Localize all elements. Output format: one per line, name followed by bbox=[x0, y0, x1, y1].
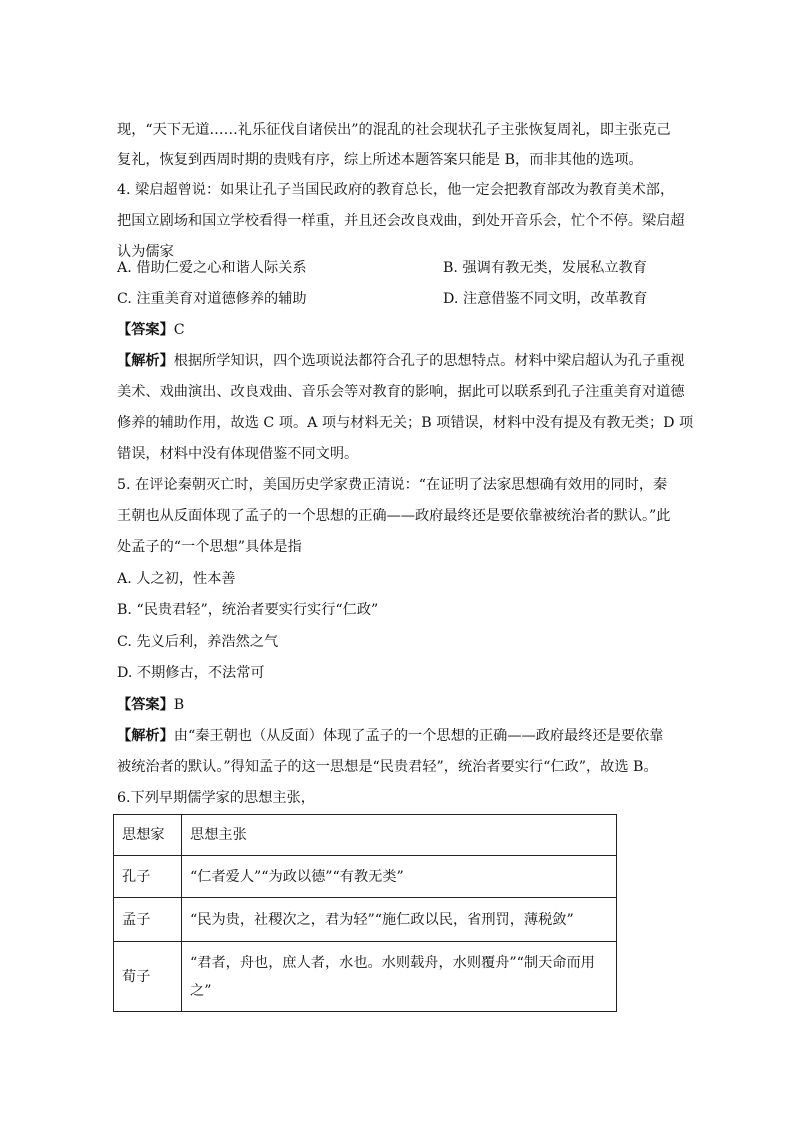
table-cell-idea: “仁者爱人”“为政以德”“有教无类” bbox=[182, 856, 617, 898]
question-5-option-c: C. 先义后利，养浩然之气 bbox=[117, 634, 279, 650]
table-cell-thinker: 孟子 bbox=[114, 898, 182, 942]
question-4-option-d: D. 注意借鉴不同文明，改革教育 bbox=[443, 291, 648, 307]
table-cell-thinker: 孔子 bbox=[114, 856, 182, 898]
answer-label: 【答案】 bbox=[117, 322, 174, 338]
table-cell-idea: “君者，舟也，庶人者，水也。水则载舟，水则覆舟”“制天命而用之” bbox=[182, 942, 617, 1012]
table-row bbox=[114, 942, 617, 1012]
question-4-answer bbox=[117, 315, 677, 345]
question-6-stem: 6.下列早期儒学家的思想主张， bbox=[117, 790, 315, 806]
question-5-option-b: B. “民贵君轻”，统治者要实行实行“仁政” bbox=[117, 602, 379, 618]
question-4-analysis: 修养的辅助作用，故选 C 项。A 项与材料无关；B 项错误，材料中没有提及有教无类；D 项 bbox=[117, 415, 694, 431]
text-line: 复礼，恢复到西周时期的贵贱有序，综上所述本题答案只能是 B，而非其他的选项。 bbox=[117, 152, 643, 168]
analysis-label: 【解析】 bbox=[117, 353, 174, 369]
table-header-cell: 思想家 bbox=[114, 815, 182, 856]
question-4-analysis: 美术、戏曲演出、改良戏曲、音乐会等对教育的影响，据此可以联系到孔子注重美育对道德 bbox=[117, 384, 685, 400]
question-5-option-d: D. 不期修古，不法常可 bbox=[117, 665, 265, 681]
question-4-option-a: A. 借助仁爱之心和谐人际关系 bbox=[117, 260, 307, 276]
analysis-text: 根据所学知识，四个选项说法都符合孔子的思想特点。材料中梁启超认为孔子重视 bbox=[173, 353, 685, 369]
question-5-stem: 王朝也从反面体现了孟子的一个思想的正确——政府最终还是要依靠被统治者的默认。”此 bbox=[117, 508, 671, 524]
table-row bbox=[114, 898, 617, 942]
question-4-analysis bbox=[117, 346, 685, 376]
question-5-stem: 5. 在评论秦朝灭亡时，美国历史学家费正清说：“在证明了法家思想确有效用的同时，秦 bbox=[117, 477, 668, 493]
text-line: 现，“天下无道……礼乐征伐自诸侯出”的混乱的社会现状孔子主张恢复周礼，即主张克己 bbox=[117, 122, 671, 138]
question-5-analysis: 被统治者的默认。”得知孟子的这一思想是“民贵君轻”，统治者要实行“仁政”，故选 B。 bbox=[117, 759, 658, 775]
answer-value: B bbox=[173, 697, 185, 713]
thinkers-table bbox=[113, 814, 617, 1012]
answer-label: 【答案】 bbox=[117, 697, 174, 713]
question-5-answer bbox=[117, 690, 677, 720]
table-header-row bbox=[114, 815, 617, 856]
table-cell-idea: “民为贵，社稷次之，君为轻”“施仁政以民，省刑罚，薄税敛” bbox=[182, 898, 617, 942]
question-5-analysis bbox=[117, 721, 677, 751]
answer-value: C bbox=[173, 322, 185, 338]
analysis-label: 【解析】 bbox=[117, 728, 174, 744]
table-cell-thinker: 荀子 bbox=[114, 942, 182, 1012]
question-4-stem: 4. 梁启超曾说：如果让孔子当国民政府的教育总长，他一定会把教育部改为教育美术部， bbox=[117, 182, 675, 198]
question-4-option-b: B. 强调有教无类，发展私立教育 bbox=[443, 260, 647, 276]
analysis-text: 由“秦王朝也（从反面）体现了孟子的一个思想的正确——政府最终还是要依靠 bbox=[173, 728, 664, 744]
question-5-stem: 处孟子的“一个思想”具体是指 bbox=[117, 539, 302, 555]
question-4-stem: 把国立剧场和国立学校看得一样重，并且还会改良戏曲，到处开音乐会，忙个不停。梁启超 bbox=[117, 213, 685, 229]
table-header-cell: 思想主张 bbox=[182, 815, 617, 856]
question-4-option-c: C. 注重美育对道德修养的辅助 bbox=[117, 291, 307, 307]
question-4-analysis: 错误，材料中没有体现借鉴不同文明。 bbox=[117, 446, 359, 462]
question-4-stem: 认为儒家 bbox=[117, 244, 174, 260]
question-5-option-a: A. 人之初，性本善 bbox=[117, 571, 236, 587]
table-row bbox=[114, 856, 617, 898]
